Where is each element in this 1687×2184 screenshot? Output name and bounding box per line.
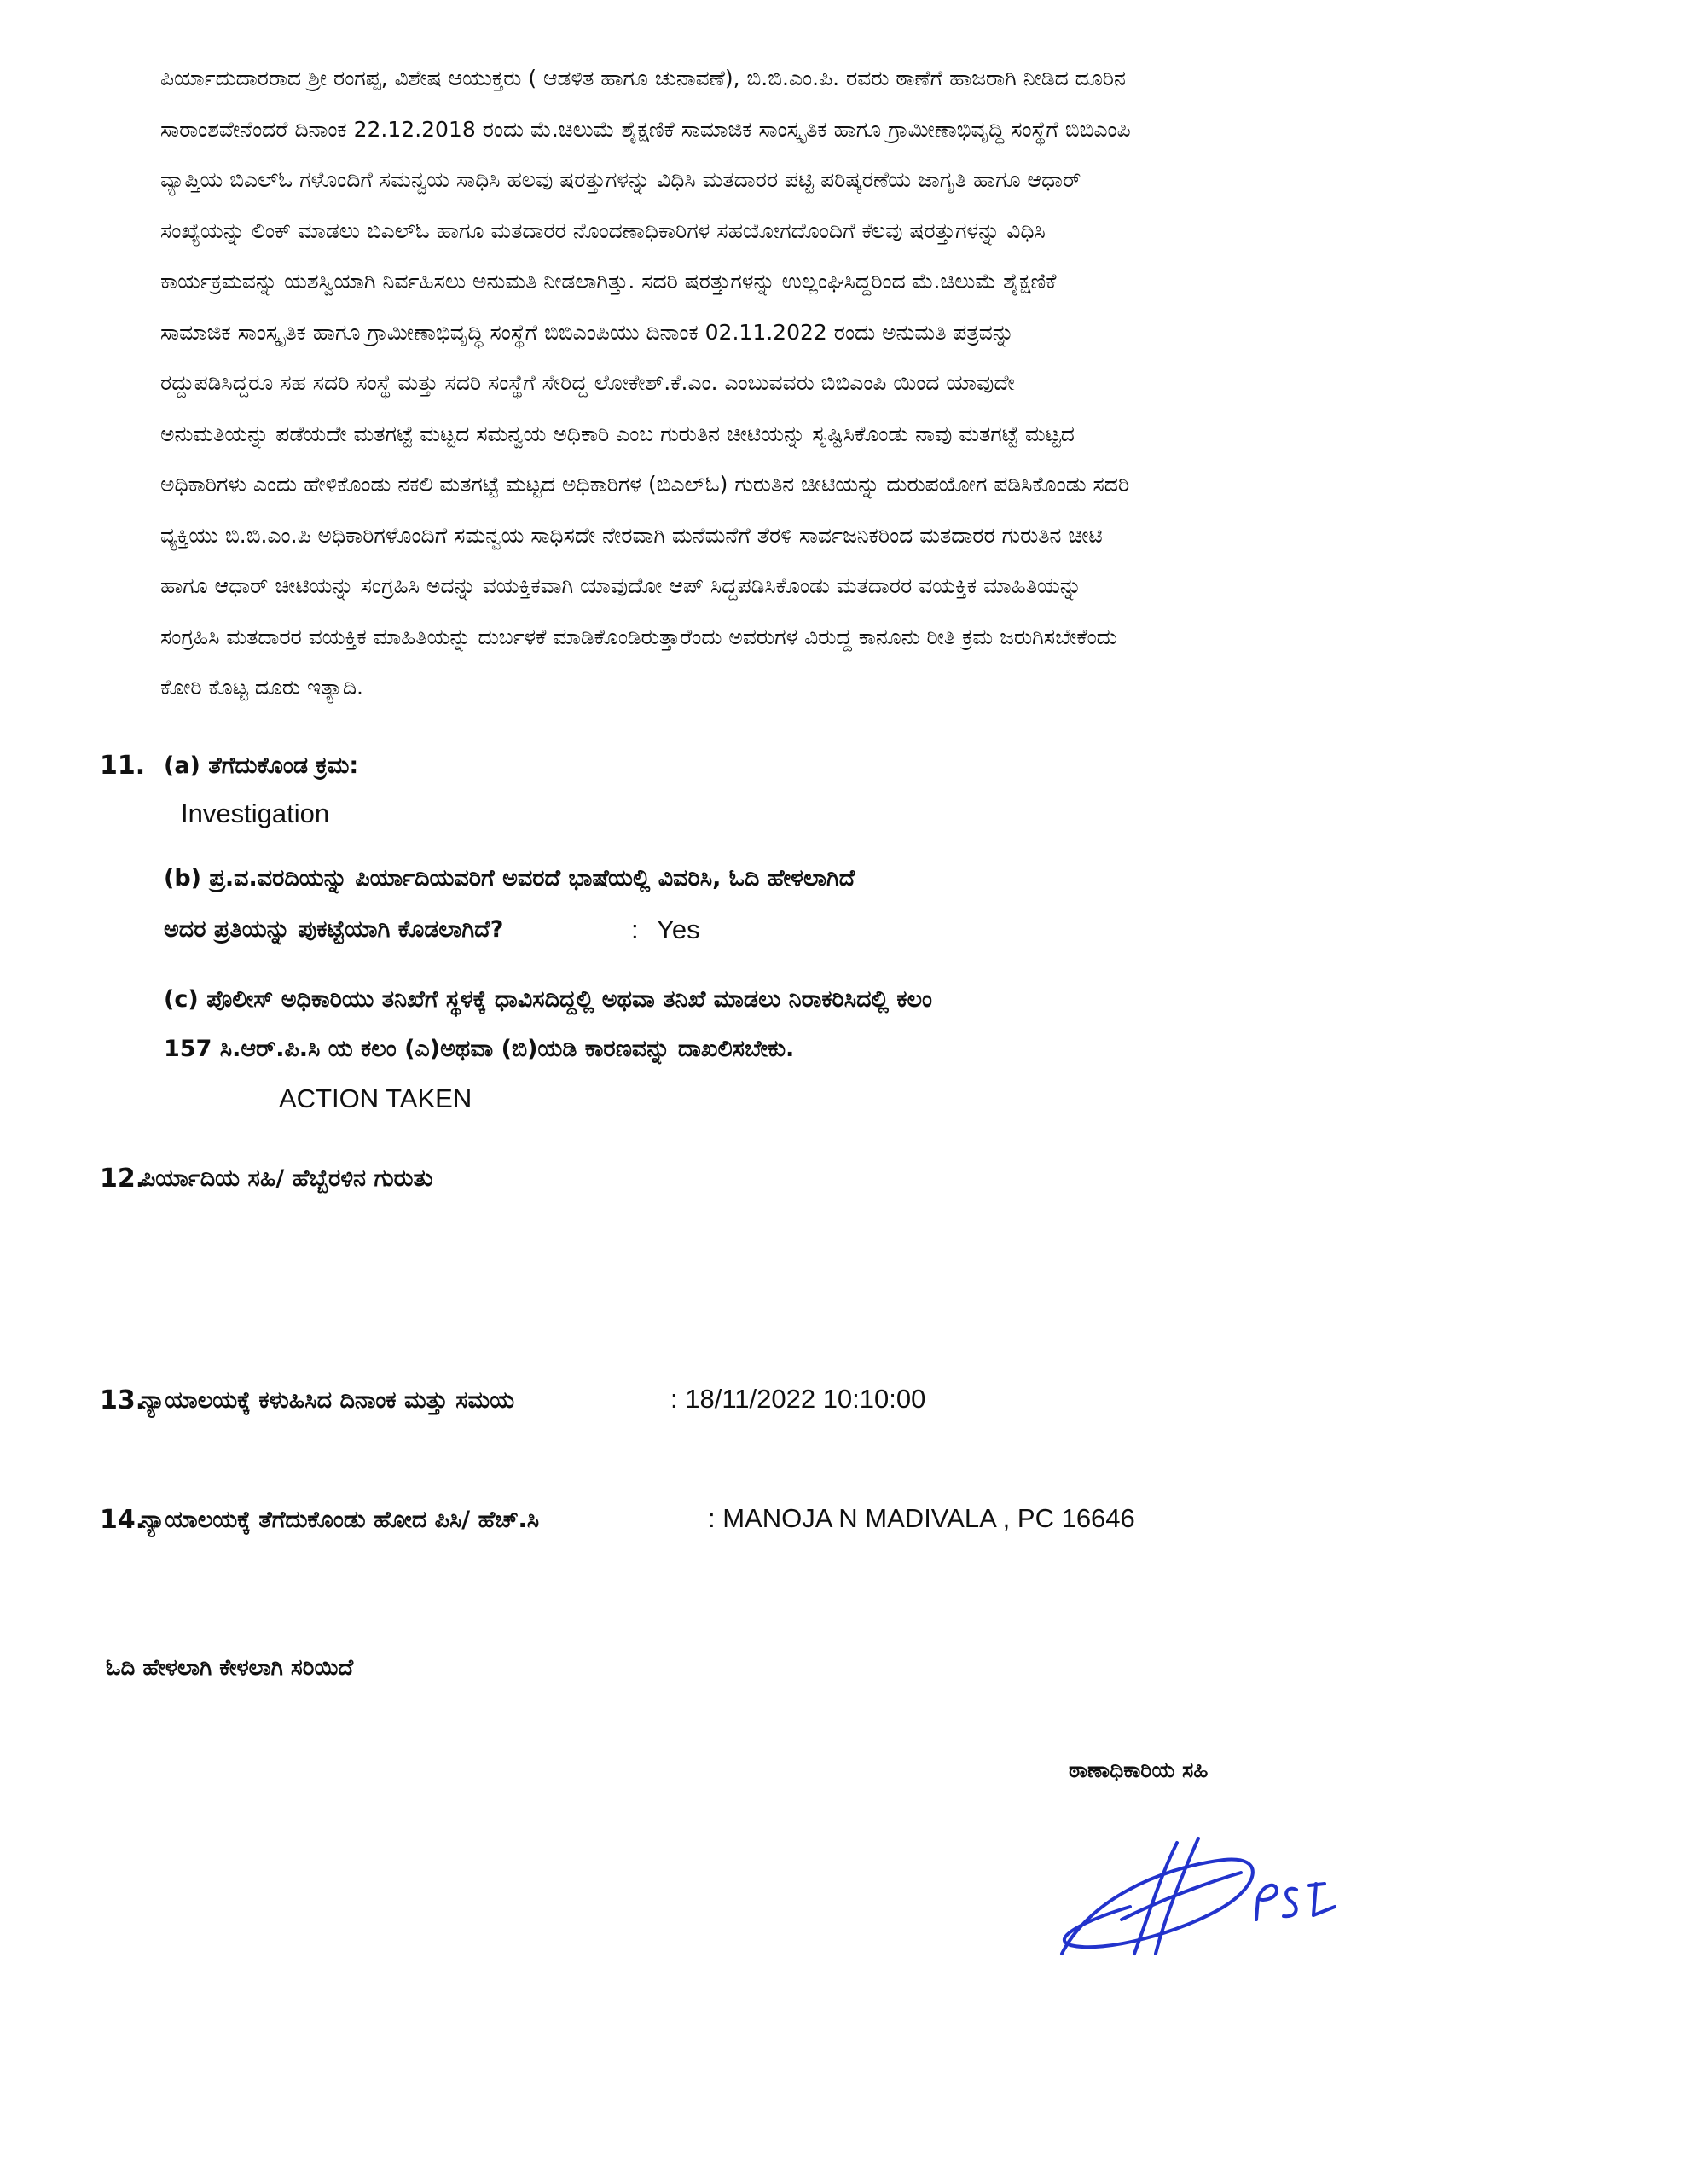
item-13-number: 13.	[100, 1385, 146, 1415]
complaint-line: ಹಾಗೂ ಆಧಾರ್ ಚೀಟಿಯನ್ನು ಸಂಗ್ರಹಿಸಿ ಅದನ್ನು ವಯಕ್ತಿಕವಾಗಿ ಯಾವುದೋ ಆಪ್ ಸಿದ್ದಪಡಿಸಿಕೊಂಡು ಮತದಾರರ ವಯಕ್ತಿಕ ಮಾಹಿತಿಯನ್ನು	[160, 573, 1082, 598]
item-11b-line1: (b) ಪ್ರ.ವ.ವರದಿಯನ್ನು ಪಿರ್ಯಾದಿಯವರಿಗೆ ಅವರದೆ ಭಾಷೆಯಲ್ಲಿ ವಿವರಿಸಿ, ಓದಿ ಹೇಳಲಾಗಿದೆ	[164, 865, 855, 892]
item-11b-colon: :	[631, 915, 639, 944]
item-14-label: ನ್ಯಾಯಾಲಯಕ್ಕೆ ತೆಗೆದುಕೊಂಡು ಹೋದ ಪಿಸಿ/ ಹೆಚ್.ಸಿ	[141, 1507, 540, 1533]
item-13-value: : 18/11/2022 10:10:00	[670, 1384, 926, 1414]
item-12-label: ಪಿರ್ಯಾದಿಯ ಸಹಿ/ ಹೆಬ್ಬೆರಳಿನ ಗುರುತು	[141, 1165, 433, 1192]
complaint-line: ಕೋರಿ ಕೊಟ್ಟ ದೂರು ಇತ್ಯಾದಿ.	[160, 675, 363, 700]
complaint-line: ವ್ಯಾಪ್ತಿಯ ಬಿಎಲ್‌ಓ ಗಳೊಂದಿಗೆ ಸಮನ್ವಯ ಸಾಧಿಸಿ ಹಲವು ಷರತ್ತುಗಳನ್ನು ವಿಧಿಸಿ ಮತದಾರರ ಪಟ್ಟಿ ಪರಿಷ್ಕರಣೆಯ ಜಾಗೃತಿ ಹಾಗೂ ಆಧಾರ್	[160, 167, 1081, 192]
complaint-line: ವ್ಯಕ್ತಿಯು ಬಿ.ಬಿ.ಎಂ.ಪಿ ಅಧಿಕಾರಿಗಳೊಂದಿಗೆ ಸಮನ್ವಯ ಸಾಧಿಸದೇ ನೇರವಾಗಿ ಮನೆಮನೆಗೆ ತೆರಳಿ ಸಾರ್ವಜನಿಕರಿಂದ ಮತದಾರರ ಗುರುತಿನ ಚೀಟಿ	[160, 522, 1103, 548]
complaint-line: ಸಂಖ್ಯೆಯನ್ನು ಲಿಂಕ್ ಮಾಡಲು ಬಿಎಲ್‌ಓ ಹಾಗೂ ಮತದಾರರ ನೊಂದಣಾಧಿಕಾರಿಗಳ ಸಹಯೋಗದೊಂದಿಗೆ ಕೆಲವು ಷರತ್ತುಗಳನ್ನು ವಿಧಿಸಿ	[160, 218, 1046, 243]
complaint-line: ಪಿರ್ಯಾದುದಾರರಾದ ಶ್ರೀ ರಂಗಪ್ಪ, ವಿಶೇಷ ಆಯುಕ್ತರು ( ಆಡಳಿತ ಹಾಗೂ ಚುನಾವಣೆ), ಬಿ.ಬಿ.ಎಂ.ಪಿ. ರವರು ಠಾಣೆಗೆ ಹಾಜರಾಗಿ ನೀಡಿದ ದೂರಿನ	[160, 66, 1126, 90]
item-11a-value: Investigation	[181, 799, 330, 828]
complaint-line: ರದ್ದುಪಡಿಸಿದ್ದರೂ ಸಹ ಸದರಿ ಸಂಸ್ಥೆ ಮತ್ತು ಸದರಿ ಸಂಸ್ಥೆಗೆ ಸೇರಿದ್ದ ಲೋಕೇಶ್.ಕೆ.ಎಂ. ಎಂಬುವವರು ಬಿಬಿಎಂಪಿ ಯಿಂದ ಯಾವುದೇ	[160, 370, 1015, 395]
item-11c-line1: (c) ಪೊಲೀಸ್ ಅಧಿಕಾರಿಯು ತನಿಖೆಗೆ ಸ್ಥಳಕ್ಕೆ ಧಾವಿಸದಿದ್ದಲ್ಲಿ ಅಥವಾ ತನಿಖೆ ಮಾಡಲು ನಿರಾಕರಿಸಿದಲ್ಲಿ ಕಲಂ	[164, 986, 932, 1013]
item-11-number: 11.	[100, 751, 146, 781]
complaint-line: ಸಾಮಾಜಿಕ ಸಾಂಸ್ಕೃತಿಕ ಹಾಗೂ ಗ್ರಾಮೀಣಾಭಿವೃದ್ಧಿ ಸಂಸ್ಥೆಗೆ ಬಿಬಿಎಂಪಿಯು ದಿನಾಂಕ 02.11.2022 ರಂದು ಅನುಮತಿ ಪತ್ರವನ್ನು	[160, 319, 1014, 345]
item-11a-label: (a) ತೆಗೆದುಕೊಂಡ ಕ್ರಮ:	[164, 752, 359, 779]
officer-signature-label: ಠಾಣಾಧಿಕಾರಿಯ ಸಹಿ	[1069, 1757, 1209, 1782]
item-13-label: ನ್ಯಾಯಾಲಯಕ್ಕೆ ಕಳುಹಿಸಿದ ದಿನಾಂಕ ಮತ್ತು ಸಮಯ	[141, 1387, 515, 1414]
complaint-summary	[160, 53, 1559, 713]
complaint-line: ಅಧಿಕಾರಿಗಳು ಎಂದು ಹೇಳಿಕೊಂಡು ನಕಲಿ ಮತಗಟ್ಟೆ ಮಟ್ಟದ ಅಧಿಕಾರಿಗಳ (ಬಿಎಲ್‌ಓ) ಗುರುತಿನ ಚೀಟಿಯನ್ನು ದುರುಪಯೋಗ ಪಡಿಸಿಕೊಂಡು ಸದರಿ	[160, 472, 1130, 497]
item-11c-line2: 157 ಸಿ.ಆರ್.ಪಿ.ಸಿ ಯ ಕಲಂ (ಎ)ಅಥವಾ (ಬಿ)ಯಡಿ ಕಾರಣವನ್ನು ದಾಖಲಿಸಬೇಕು.	[164, 1036, 795, 1062]
item-11c-value: ACTION TAKEN	[279, 1083, 472, 1113]
complaint-line: ಸಂಗ್ರಹಿಸಿ ಮತದಾರರ ವಯಕ್ತಿಕ ಮಾಹಿತಿಯನ್ನು ದುರ್ಬಳಕೆ ಮಾಡಿಕೊಂಡಿರುತ್ತಾರೆಂದು ಅವರುಗಳ ವಿರುದ್ದ ಕಾನೂನು ರೀತಿ ಕ್ರಮ ಜರುಗಿಸಬೇಕೆಂದು	[160, 624, 1117, 649]
item-11b-line2: ಅದರ ಪ್ರತಿಯನ್ನು ಪುಕಟ್ಟೆಯಾಗಿ ಕೊಡಲಾಗಿದೆ?	[164, 916, 504, 943]
complaint-line: ಕಾರ್ಯಕ್ರಮವನ್ನು ಯಶಸ್ವಿಯಾಗಿ ನಿರ್ವಹಿಸಲು ಅನುಮತಿ ನೀಡಲಾಗಿತ್ತು. ಸದರಿ ಷರತ್ತುಗಳನ್ನು ಉಲ್ಲಂಘಿಸಿದ್ದರಿಂದ ಮೆ.ಚಿಲುಮೆ ಶೈಕ್ಷಣಿಕೆ	[160, 269, 1057, 293]
complaint-line: ಅನುಮತಿಯನ್ನು ಪಡೆಯದೇ ಮತಗಟ್ಟೆ ಮಟ್ಟದ ಸಮನ್ವಯ ಅಧಿಕಾರಿ ಎಂಬ ಗುರುತಿನ ಚೀಟಿಯನ್ನು ಸೃಷ್ಟಿಸಿಕೊಂಡು ನಾವು ಮತಗಟ್ಟೆ ಮಟ್ಟದ	[160, 421, 1075, 446]
officer-signature	[1053, 1826, 1360, 1971]
item-14-number: 14.	[100, 1505, 146, 1535]
item-14-value: : MANOJA N MADIVALA , PC 16646	[708, 1503, 1135, 1533]
item-11b-value: Yes	[657, 915, 700, 944]
item-12-number: 12.	[100, 1164, 146, 1194]
read-over-statement: ಓದಿ ಹೇಳಲಾಗಿ ಕೇಳಲಾಗಿ ಸರಿಯಿದೆ	[106, 1655, 354, 1681]
complaint-line: ಸಾರಾಂಶವೇನೆಂದರೆ ದಿನಾಂಕ 22.12.2018 ರಂದು ಮೆ.ಚಿಲುಮೆ ಶೈಕ್ಷಣಿಕೆ ಸಾಮಾಜಿಕ ಸಾಂಸ್ಕೃತಿಕ ಹಾಗೂ ಗ್ರಾಮೀಣಾಭಿವೃದ್ಧಿ ಸಂಸ್ಥೆಗೆ ಬಿಬಿಎಂಪಿ	[160, 116, 1131, 142]
